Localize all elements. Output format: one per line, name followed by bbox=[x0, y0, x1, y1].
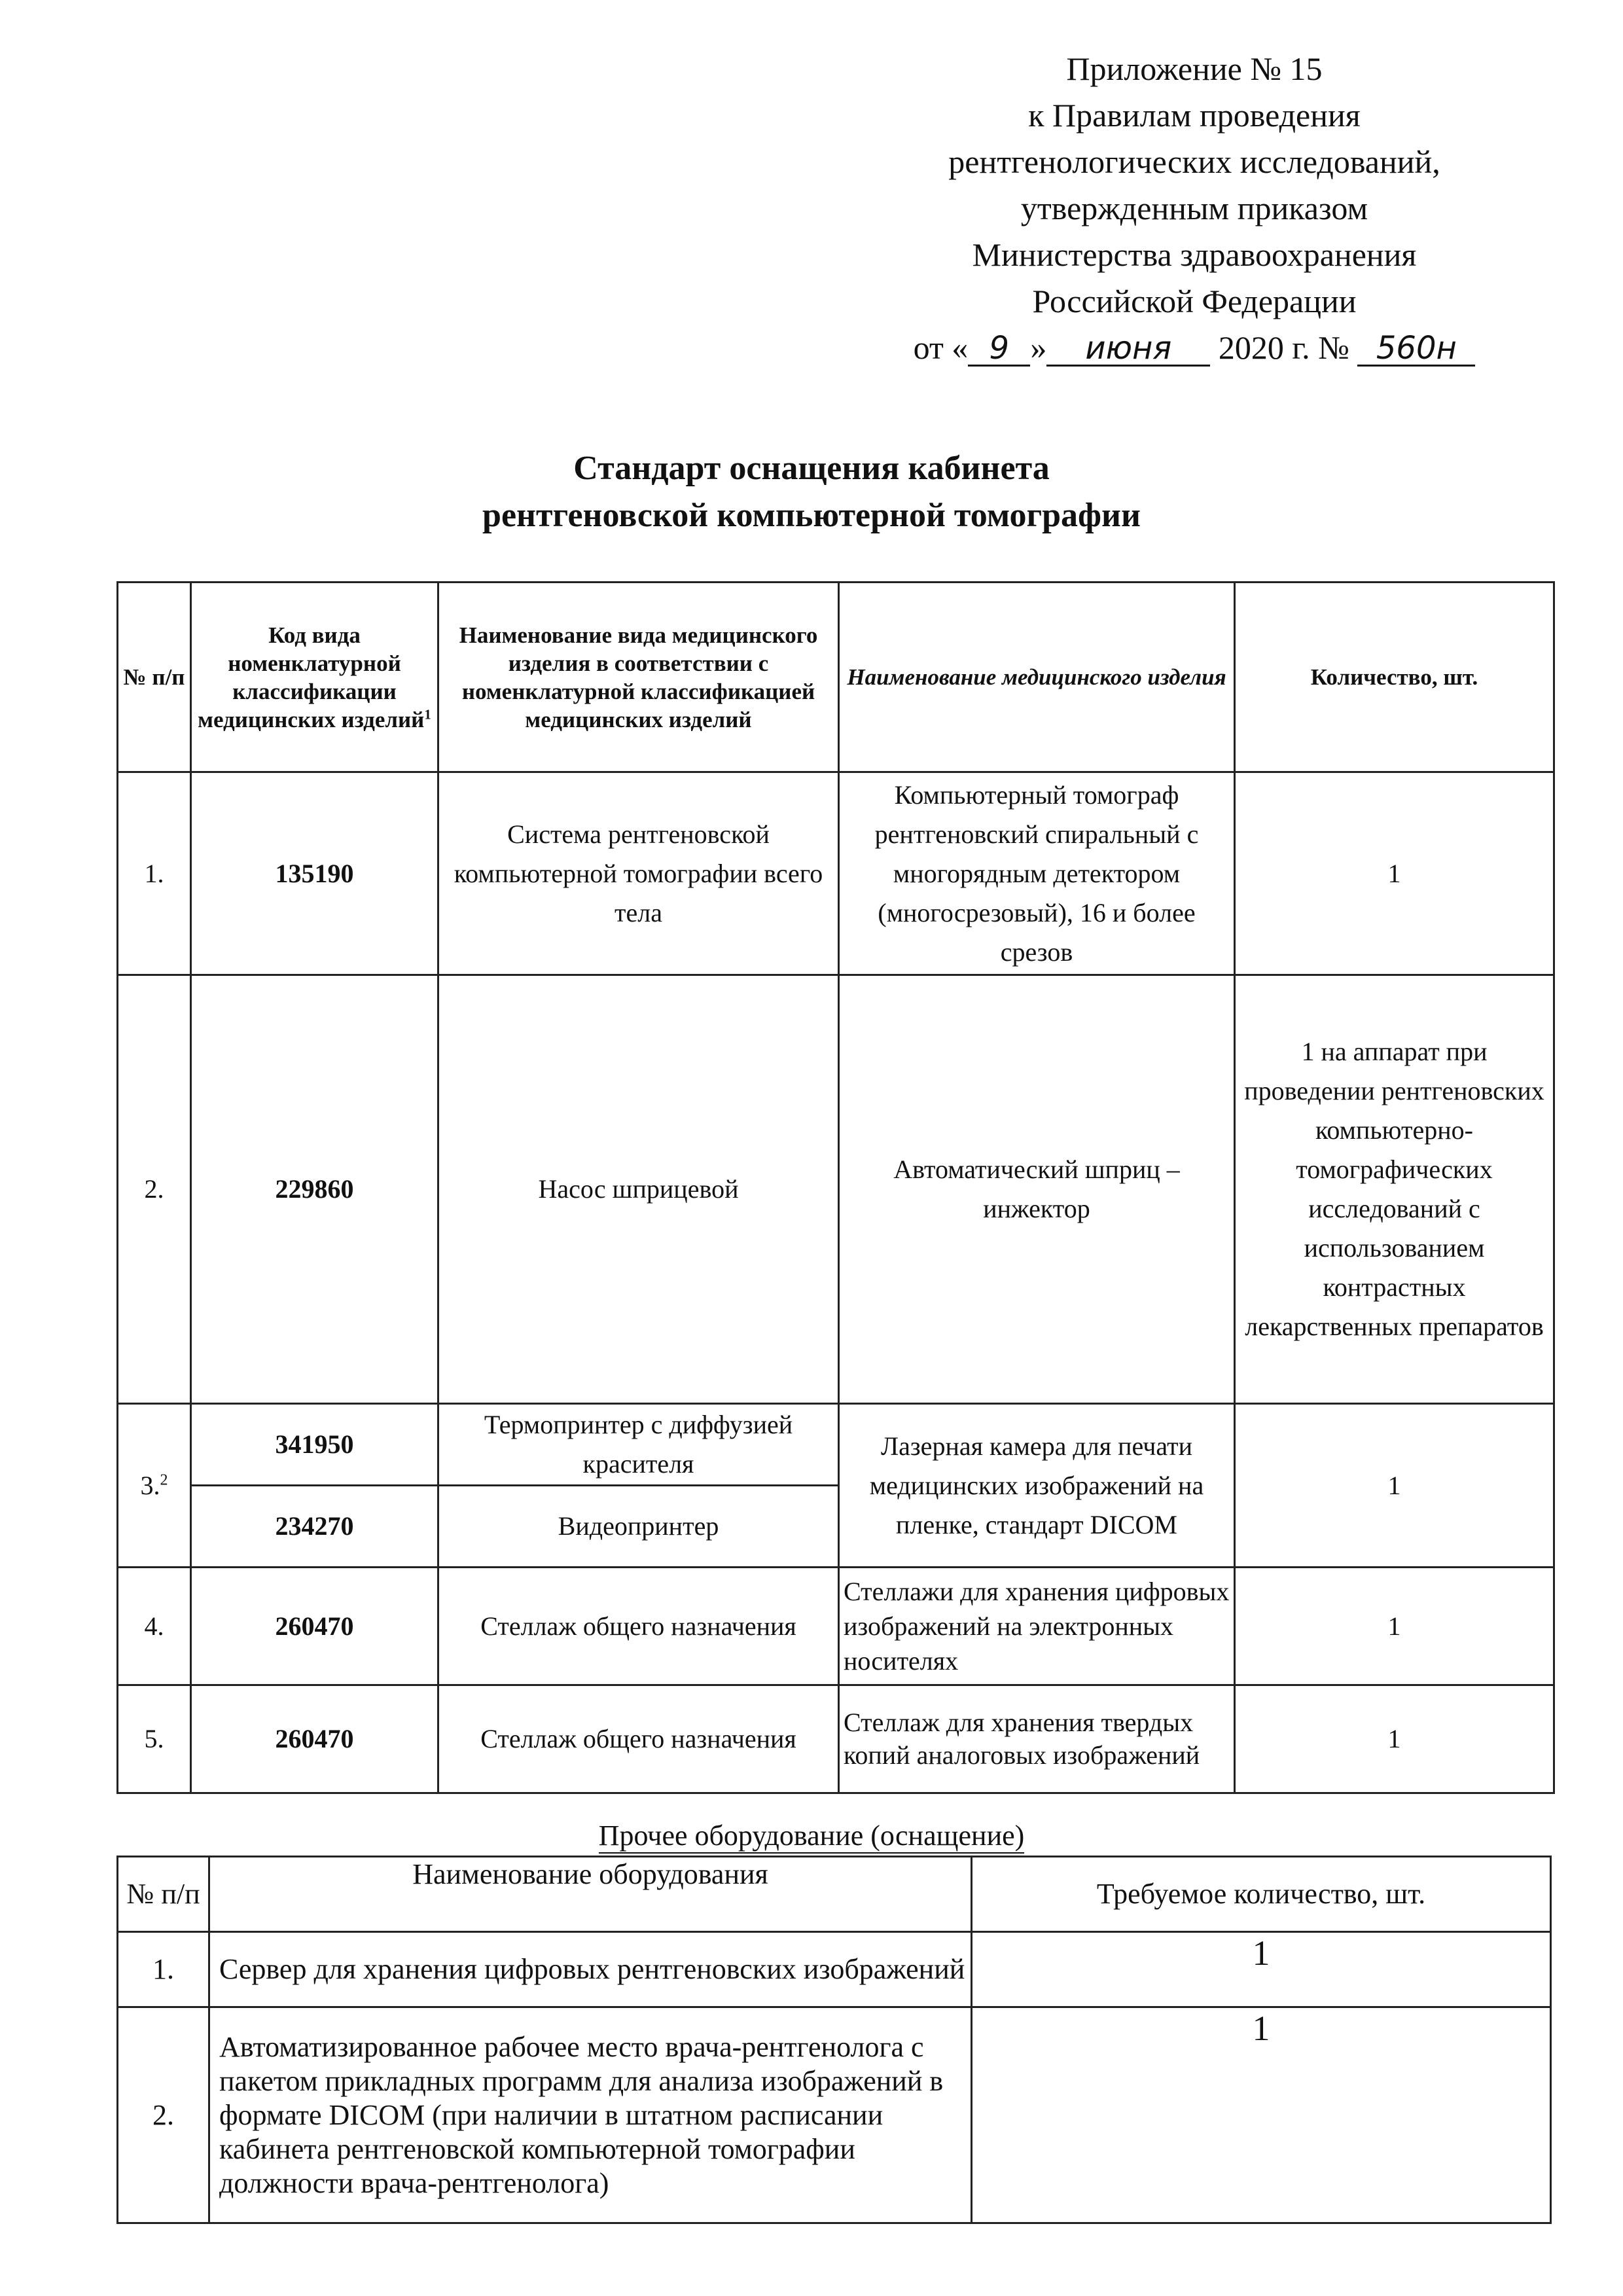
row-qty: 1 bbox=[1235, 1685, 1554, 1793]
row-code: 341950 bbox=[191, 1404, 438, 1486]
header-name: Наименование медицинского изделия bbox=[839, 583, 1235, 772]
row-type: Видеопринтер bbox=[438, 1486, 839, 1568]
other-header-num: № п/п bbox=[118, 1857, 209, 1932]
other-header-qty: Требуемое количество, шт. bbox=[972, 1857, 1551, 1932]
header-line: Министерства здравоохранения bbox=[972, 236, 1417, 273]
row-qty: 1 на аппарат при проведении рентгеновских компьютерно-томографических исследований с использованием контрастных лекарственных препаратов bbox=[1235, 975, 1554, 1404]
other-equipment-table bbox=[116, 1856, 1552, 2224]
header-line: утвержденным приказом bbox=[1020, 190, 1368, 226]
row-num: 1. bbox=[118, 772, 191, 975]
table-row bbox=[118, 2007, 1551, 2223]
row-type: Стеллаж общего назначения bbox=[438, 1568, 839, 1685]
order-date-line bbox=[851, 325, 1538, 371]
date-mid: » bbox=[1030, 329, 1047, 366]
row-qty: 1 bbox=[1235, 1404, 1554, 1568]
other-row-name: Автоматизированное рабочее место врача-рентгенолога с пакетом прикладных программ для анализа изображений в формате DICOM (при наличии в штатном расписании кабинета рентгеновской компьютерной томографии должности врача-рентгенолога) bbox=[209, 2007, 972, 2223]
row-num: 2. bbox=[118, 975, 191, 1404]
other-row-num: 1. bbox=[118, 1932, 209, 2007]
order-number-handwritten: 560н bbox=[1357, 332, 1475, 367]
title-line-2: рентгеновской компьютерной томографии bbox=[482, 497, 1141, 534]
row-type: Система рентгеновской компьютерной томографии всего тела bbox=[438, 772, 839, 975]
row-type: Насос шприцевой bbox=[438, 975, 839, 1404]
row-qty: 1 bbox=[1235, 772, 1554, 975]
row-type: Термопринтер с диффузией красителя bbox=[438, 1404, 839, 1486]
header-line: Российской Федерации bbox=[1032, 283, 1357, 319]
row-name: Лазерная камера для печати медицинских изображений на пленке, стандарт DICOM bbox=[839, 1404, 1235, 1568]
header-line: к Правилам проведения bbox=[1028, 97, 1361, 134]
other-row-num: 2. bbox=[118, 2007, 209, 2223]
table-row bbox=[118, 1568, 1554, 1685]
row-name: Стеллажи для хранения цифровых изображений на электронных носителях bbox=[839, 1568, 1235, 1685]
other-row-name: Сервер для хранения цифровых рентгеновских изображений bbox=[209, 1932, 972, 2007]
table-row bbox=[118, 772, 1554, 975]
header-line: Приложение № 15 bbox=[1066, 50, 1323, 87]
row-code: 135190 bbox=[191, 772, 438, 975]
other-row-qty: 1 bbox=[972, 2007, 1551, 2223]
other-header-name: Наименование оборудования bbox=[209, 1857, 972, 1932]
row-num: 3.$^2$ bbox=[118, 1404, 191, 1568]
other-equipment-caption: Прочее оборудование (оснащение) bbox=[0, 1820, 1623, 1854]
row-code: 234270 bbox=[191, 1486, 438, 1568]
other-row-qty: 1 bbox=[972, 1932, 1551, 2007]
row-num: 5. bbox=[118, 1685, 191, 1793]
header-code: Код вида номенклатурной классификации медицинских изделий$^1$ bbox=[191, 583, 438, 772]
date-year: 2020 г. № bbox=[1218, 329, 1349, 366]
row-name: Стеллаж для хранения твердых копий аналоговых изображений bbox=[839, 1685, 1235, 1793]
header-qty: Количество, шт. bbox=[1235, 583, 1554, 772]
row-type: Стеллаж общего назначения bbox=[438, 1685, 839, 1793]
equipment-standard-table bbox=[116, 581, 1555, 1794]
appendix-header bbox=[851, 46, 1538, 371]
date-day-handwritten: 9 bbox=[968, 332, 1030, 367]
row-num: 4. bbox=[118, 1568, 191, 1685]
row-code: 260470 bbox=[191, 1568, 438, 1685]
date-month-handwritten: июня bbox=[1046, 332, 1210, 367]
row-name: Компьютерный томограф рентгеновский спиральный с многорядным детектором (многосрезовый), 16 и более срезов bbox=[839, 772, 1235, 975]
page-title bbox=[0, 445, 1623, 539]
row-code: 229860 bbox=[191, 975, 438, 1404]
row-code: 260470 bbox=[191, 1685, 438, 1793]
header-line: рентгенологических исследований, bbox=[948, 143, 1440, 180]
table-header-row bbox=[118, 583, 1554, 772]
table-row bbox=[118, 975, 1554, 1404]
table-row bbox=[118, 1932, 1551, 2007]
table-row bbox=[118, 1685, 1554, 1793]
row-qty: 1 bbox=[1235, 1568, 1554, 1685]
title-line-1: Стандарт оснащения кабинета bbox=[573, 450, 1050, 487]
table-row bbox=[118, 1404, 1554, 1486]
date-prefix: от « bbox=[913, 329, 969, 366]
header-type: Наименование вида медицинского изделия в соответствии с номенклатурной классификацией медицинских изделий bbox=[438, 583, 839, 772]
row-name: Автоматический шприц – инжектор bbox=[839, 975, 1235, 1404]
other-table-header-row bbox=[118, 1857, 1551, 1932]
header-num: № п/п bbox=[118, 583, 191, 772]
